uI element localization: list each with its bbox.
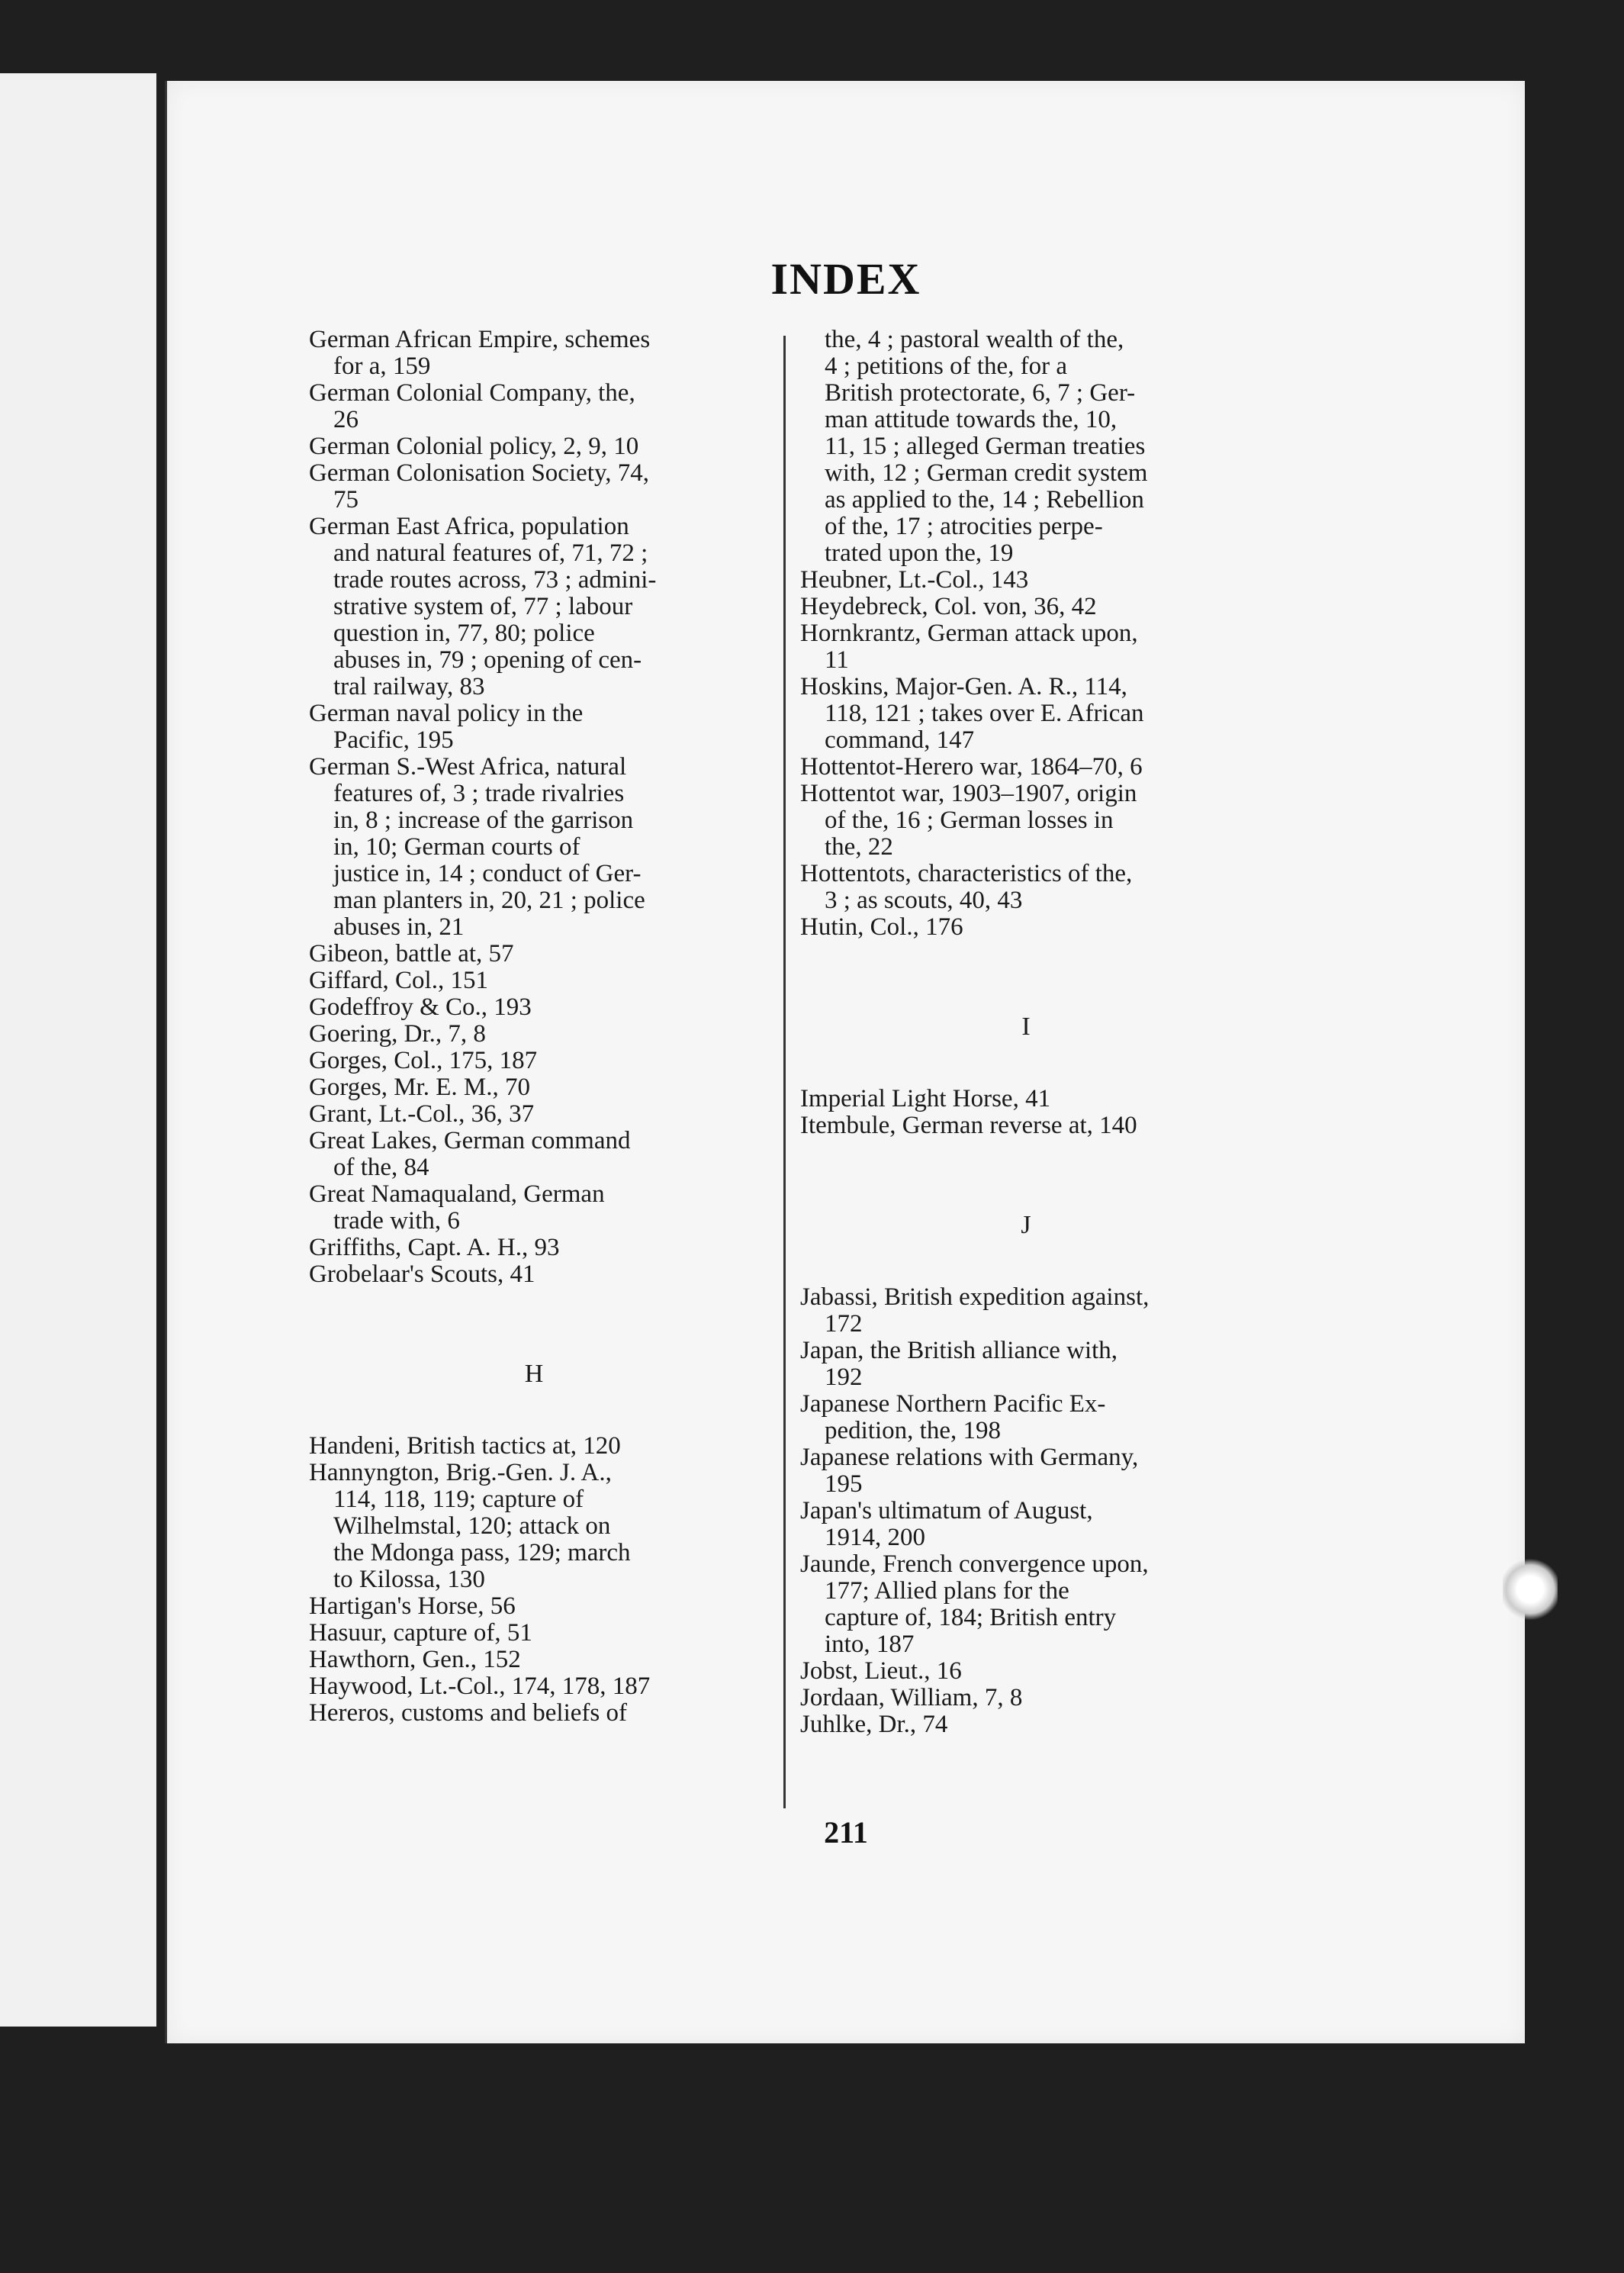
page-title: INDEX xyxy=(770,254,921,304)
index-entry xyxy=(309,1235,759,1261)
index-entry xyxy=(309,380,759,433)
section-gap xyxy=(800,1040,1252,1086)
index-entry xyxy=(309,1647,759,1673)
index-entry-heading: Jaunde, French convergence upon, xyxy=(800,1550,1149,1578)
index-entry-heading: Grobelaar's Scouts, 41 xyxy=(309,1260,535,1288)
entries-g xyxy=(309,327,759,1288)
index-entry xyxy=(800,1551,1252,1658)
section-gap xyxy=(309,1288,759,1360)
index-entry-continuation: trade with, 6 xyxy=(333,1207,460,1235)
index-entry xyxy=(309,514,759,700)
index-entry xyxy=(309,754,759,941)
index-entry-heading: Jabassi, British expedition against, xyxy=(800,1283,1150,1311)
index-entry-continuation: with, 12 ; German credit system xyxy=(825,459,1148,487)
index-entry-continuation: 195 xyxy=(825,1470,863,1498)
index-entry-heading: Gorges, Col., 175, 187 xyxy=(309,1047,538,1074)
entries-j xyxy=(800,1284,1252,1738)
index-entry-heading: Gibeon, battle at, 57 xyxy=(309,940,514,967)
index-entry-heading: Haywood, Lt.-Col., 174, 178, 187 xyxy=(309,1673,651,1700)
index-entry xyxy=(309,1460,759,1593)
index-entry xyxy=(800,674,1252,754)
index-entry-continuation: and natural features of, 71, 72 ; xyxy=(333,539,648,567)
paper-blemish xyxy=(1503,1555,1558,1624)
index-entry-continuation: 26 xyxy=(333,406,359,433)
index-entry xyxy=(309,433,759,460)
section-heading-h: H xyxy=(524,1360,544,1388)
index-entry-heading: Jobst, Lieut., 16 xyxy=(800,1657,962,1685)
index-entry-heading: Grant, Lt.-Col., 36, 37 xyxy=(309,1100,535,1128)
index-entry-heading: Japanese relations with Germany, xyxy=(800,1444,1139,1471)
index-entry-heading: Imperial Light Horse, 41 xyxy=(800,1085,1051,1112)
index-entry-heading: Griffiths, Capt. A. H., 93 xyxy=(309,1234,560,1261)
index-entry xyxy=(800,594,1252,620)
index-entry-heading: Japan, the British alliance with, xyxy=(800,1337,1118,1364)
index-entry-heading: German Colonial policy, 2, 9, 10 xyxy=(309,433,639,460)
index-entry-continuation: in, 10; German courts of xyxy=(333,833,580,861)
index-entry-continuation: as applied to the, 14 ; Rebellion xyxy=(825,486,1144,514)
index-entry-continuation: 11, 15 ; alleged German treaties xyxy=(825,433,1146,460)
section-gap xyxy=(309,1387,759,1433)
index-entry-continuation: of the, 84 xyxy=(333,1154,429,1181)
index-entry-continuation: 172 xyxy=(825,1310,863,1338)
index-entry-heading: German Colonial Company, the, xyxy=(309,379,635,407)
index-entry-continuation: features of, 3 ; trade rivalries xyxy=(333,780,625,807)
index-entry-heading: Heydebreck, Col. von, 36, 42 xyxy=(800,593,1097,620)
index-entry xyxy=(309,1261,759,1288)
index-entry xyxy=(309,1074,759,1101)
index-entry-continuation: 3 ; as scouts, 40, 43 xyxy=(825,887,1023,914)
index-entry-continuation: capture of, 184; British entry xyxy=(825,1604,1117,1631)
index-entry xyxy=(800,327,1252,567)
index-entry xyxy=(309,1673,759,1700)
index-entry-heading: Hawthorn, Gen., 152 xyxy=(309,1646,521,1673)
index-entry-continuation: 114, 118, 119; capture of xyxy=(333,1486,584,1513)
index-entry-continuation: British protectorate, 6, 7 ; Ger- xyxy=(825,379,1136,407)
index-entry-heading: Hottentot war, 1903–1907, origin xyxy=(800,780,1137,807)
index-entry xyxy=(800,754,1252,781)
page-number: 211 xyxy=(824,1815,868,1850)
index-entry-heading: Hornkrantz, German attack upon, xyxy=(800,620,1138,647)
index-entry xyxy=(309,1101,759,1128)
index-entry-continuation: 11 xyxy=(825,646,849,674)
index-entry-continuation: 177; Allied plans for the xyxy=(825,1577,1069,1605)
index-entry-heading: Hutin, Col., 176 xyxy=(800,913,963,941)
index-entry-heading: Juhlke, Dr., 74 xyxy=(800,1711,948,1738)
section-heading-i: I xyxy=(1021,1013,1031,1041)
index-entry-continuation: 118, 121 ; takes over E. African xyxy=(825,700,1144,727)
index-entry-continuation: 4 ; petitions of the, for a xyxy=(825,353,1068,380)
index-entry-continuation: man attitude towards the, 10, xyxy=(825,406,1118,433)
index-entry xyxy=(309,1021,759,1048)
index-entry xyxy=(309,1620,759,1647)
index-entry-heading: Gorges, Mr. E. M., 70 xyxy=(309,1074,530,1101)
column-divider xyxy=(783,336,786,1808)
index-entry-continuation: strative system of, 77 ; labour xyxy=(333,593,633,620)
index-entry xyxy=(309,700,759,754)
index-entry-heading: Great Lakes, German command xyxy=(309,1127,631,1154)
index-entry xyxy=(800,781,1252,861)
index-entry xyxy=(309,1048,759,1074)
index-entry-heading: Godeffroy & Co., 193 xyxy=(309,993,532,1021)
index-entry-heading: Itembule, German reverse at, 140 xyxy=(800,1112,1137,1139)
index-entry-heading: Goering, Dr., 7, 8 xyxy=(309,1020,486,1048)
index-entry xyxy=(800,1711,1252,1738)
index-entry-continuation: man planters in, 20, 21 ; police xyxy=(333,887,645,914)
index-entry-continuation: of the, 16 ; German losses in xyxy=(825,806,1114,834)
index-entry-heading: Hasuur, capture of, 51 xyxy=(309,1619,532,1647)
index-page xyxy=(165,81,1525,2043)
left-column xyxy=(309,327,759,1727)
index-entry xyxy=(800,1391,1252,1444)
right-column xyxy=(800,327,1252,1738)
index-entry-heading: Japan's ultimatum of August, xyxy=(800,1497,1093,1524)
index-entry-heading: Handeni, British tactics at, 120 xyxy=(309,1432,621,1460)
index-entry xyxy=(800,1284,1252,1338)
index-entry-heading: Hannyngton, Brig.-Gen. J. A., xyxy=(309,1459,612,1486)
index-entry xyxy=(800,914,1252,941)
index-entry-continuation: 1914, 200 xyxy=(825,1524,925,1551)
index-entry-continuation: into, 187 xyxy=(825,1631,915,1658)
index-entry-heading: Great Namaqualand, German xyxy=(309,1180,605,1208)
index-entry-continuation: pedition, the, 198 xyxy=(825,1417,1001,1444)
index-entry-heading: Giffard, Col., 151 xyxy=(309,967,488,994)
index-entry-continuation: in, 8 ; increase of the garrison xyxy=(333,806,634,834)
index-entry xyxy=(309,1181,759,1235)
index-entry-continuation: trated upon the, 19 xyxy=(825,539,1014,567)
index-entry xyxy=(800,1112,1252,1139)
index-entry-continuation: question in, 77, 80; police xyxy=(333,620,595,647)
index-entry xyxy=(309,1433,759,1460)
section-gap xyxy=(800,1139,1252,1212)
section-gap xyxy=(800,941,1252,1013)
index-entry xyxy=(309,1128,759,1181)
index-entry-heading: Hoskins, Major-Gen. A. R., 114, xyxy=(800,673,1127,700)
index-entry-heading: German naval policy in the xyxy=(309,700,584,727)
index-entry-heading: Hereros, customs and beliefs of xyxy=(309,1699,627,1727)
index-entry-continuation: to Kilossa, 130 xyxy=(333,1566,485,1593)
entries-i xyxy=(800,1086,1252,1139)
section-heading-j: J xyxy=(1021,1211,1031,1239)
index-entry-continuation: trade routes across, 73 ; admini- xyxy=(333,566,657,594)
index-entry xyxy=(309,460,759,514)
entries-h xyxy=(309,1433,759,1727)
index-entry xyxy=(309,1593,759,1620)
index-entry-heading: German East Africa, population xyxy=(309,513,629,540)
index-entry xyxy=(800,1338,1252,1391)
index-entry-continuation: abuses in, 79 ; opening of cen- xyxy=(333,646,642,674)
index-entry-heading: Hottentots, characteristics of the, xyxy=(800,860,1133,887)
index-entry-continuation: Wilhelmstal, 120; attack on xyxy=(333,1512,611,1540)
index-entry xyxy=(800,1658,1252,1685)
index-entry xyxy=(309,994,759,1021)
index-entry-continuation: 192 xyxy=(825,1363,863,1391)
index-entry-continuation: 75 xyxy=(333,486,359,514)
index-entry xyxy=(309,941,759,967)
index-entry-heading: German S.-West Africa, natural xyxy=(309,753,627,781)
index-entry-heading: Heubner, Lt.-Col., 143 xyxy=(800,566,1029,594)
index-entry-heading: Hartigan's Horse, 56 xyxy=(309,1592,516,1620)
index-entry-heading: German Colonisation Society, 74, xyxy=(309,459,650,487)
index-entry-continuation: abuses in, 21 xyxy=(333,913,465,941)
index-entry xyxy=(800,1685,1252,1711)
index-entry-continuation: the Mdonga pass, 129; march xyxy=(333,1539,631,1566)
index-entry-continuation: for a, 159 xyxy=(333,353,431,380)
index-entry xyxy=(309,327,759,380)
index-entry xyxy=(800,620,1252,674)
index-entry xyxy=(800,1498,1252,1551)
index-entry-heading: German African Empire, schemes xyxy=(309,326,651,353)
index-entry-heading: Japanese Northern Pacific Ex- xyxy=(800,1390,1106,1418)
index-entry-continuation: command, 147 xyxy=(825,726,975,754)
facing-page-edge xyxy=(0,73,156,2027)
index-entry-continuation: the, 22 xyxy=(825,833,893,861)
index-entry xyxy=(800,1086,1252,1112)
index-entry xyxy=(309,967,759,994)
index-entry-heading: Hottentot-Herero war, 1864–70, 6 xyxy=(800,753,1143,781)
index-entry xyxy=(309,1700,759,1727)
index-entry-heading: Jordaan, William, 7, 8 xyxy=(800,1684,1023,1711)
index-entry-continuation: the, 4 ; pastoral wealth of the, xyxy=(825,326,1124,353)
index-entry-continuation: tral railway, 83 xyxy=(333,673,485,700)
index-entry-continuation: Pacific, 195 xyxy=(333,726,454,754)
index-entry xyxy=(800,861,1252,914)
index-entry-continuation: justice in, 14 ; conduct of Ger- xyxy=(333,860,642,887)
index-entry-continuation: of the, 17 ; atrocities perpe- xyxy=(825,513,1103,540)
section-gap xyxy=(800,1238,1252,1284)
index-entry xyxy=(800,1444,1252,1498)
entries-h-continued xyxy=(800,327,1252,941)
index-entry xyxy=(800,567,1252,594)
